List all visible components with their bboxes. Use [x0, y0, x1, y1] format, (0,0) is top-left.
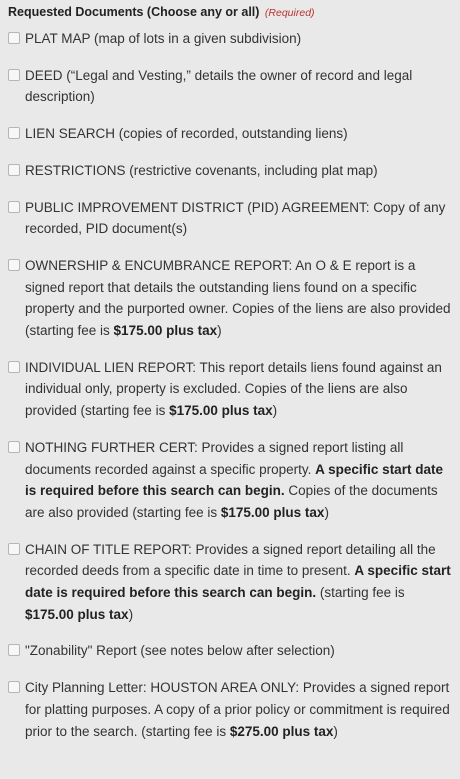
option-label-text: "Zonability" Report (see notes below after selection)	[25, 643, 335, 659]
option-label-text: )	[272, 403, 278, 419]
option-label-text: PUBLIC IMPROVEMENT DISTRICT (PID) AGREEMENT: Copy of any recorded, PID document(s)	[25, 199, 446, 237]
option-label-emphasis: $175.00 plus tax	[25, 606, 129, 622]
option-chain-of-title[interactable]	[8, 539, 452, 626]
checkbox-nothing-further[interactable]	[8, 441, 20, 453]
option-label-emphasis: $175.00 plus tax	[169, 403, 273, 419]
option-label-emphasis: A specific start date is required before this search can begin.	[25, 461, 443, 499]
option-label-text: )	[333, 723, 338, 739]
option-restrictions[interactable]	[8, 160, 452, 182]
option-label-plat-map[interactable]	[25, 28, 301, 50]
option-city-planning[interactable]	[8, 677, 452, 742]
option-label-text: DEED (“Legal and Vesting,” details the owner of record and legal description)	[25, 67, 413, 105]
option-label-emphasis: A specific start date is required before this search can begin.	[25, 563, 451, 601]
required-indicator: (Required)	[264, 7, 315, 19]
option-label-individual-lien[interactable]	[25, 357, 452, 422]
option-label-zonability[interactable]	[25, 640, 335, 662]
option-label-text: )	[217, 323, 222, 339]
checkbox-lien-search[interactable]	[8, 127, 20, 139]
option-lien-search[interactable]	[8, 123, 452, 145]
option-nothing-further[interactable]	[8, 437, 452, 524]
option-deed[interactable]	[8, 65, 452, 108]
option-label-restrictions[interactable]	[25, 160, 378, 182]
option-label-text: City Planning Letter: HOUSTON AREA ONLY: Provides a signed report for platting purposes. A copy of a prior policy or commitment is required prior to the search. (starting fee is	[25, 680, 450, 739]
checkbox-pid-agreement[interactable]	[8, 201, 20, 213]
fieldset-legend	[8, 4, 452, 21]
option-label-text: INDIVIDUAL LIEN REPORT: This report details liens found against an individual only, property is excluded. Copies of the liens are also provided (starting fee is	[25, 359, 442, 419]
option-label-nothing-further[interactable]	[25, 437, 452, 524]
checkbox-chain-of-title[interactable]	[8, 543, 20, 555]
option-label-text: OWNERSHIP & ENCUMBRANCE REPORT: An O & E report is a signed report that details the outstanding liens found on a specific property and the purported owner. Copies of the liens are also provided (starting fee is	[25, 257, 451, 339]
checkbox-restrictions[interactable]	[8, 164, 20, 176]
checkbox-oe-report[interactable]	[8, 259, 20, 271]
option-label-text: CHAIN OF TITLE REPORT: Provides a signed report detailing all the recorded deeds from a specific date in time to present.	[25, 541, 436, 579]
option-oe-report[interactable]	[8, 255, 452, 342]
option-label-emphasis: $175.00 plus tax	[220, 504, 325, 520]
option-label-text: Copies of the documents are also provided (starting fee is	[25, 483, 438, 520]
option-label-text: (starting fee is	[316, 585, 405, 601]
option-label-text: LIEN SEARCH (copies of recorded, outstanding liens)	[25, 126, 348, 142]
option-label-oe-report[interactable]	[25, 255, 452, 342]
checkbox-individual-lien[interactable]	[8, 361, 20, 373]
option-label-text: )	[128, 606, 134, 622]
option-label-text: PLAT MAP (map of lots in a given subdivision)	[25, 31, 302, 46]
legend-label: Requested Documents (Choose any or all)	[8, 5, 260, 19]
checkbox-zonability[interactable]	[8, 644, 20, 656]
option-label-text: )	[324, 504, 329, 520]
option-zonability[interactable]	[8, 640, 452, 662]
option-label-deed[interactable]	[25, 65, 452, 108]
option-individual-lien[interactable]	[8, 357, 452, 422]
option-label-lien-search[interactable]	[25, 123, 348, 145]
option-label-emphasis: $275.00 plus tax	[229, 723, 334, 739]
option-plat-map[interactable]	[8, 28, 452, 50]
option-label-emphasis: $175.00 plus tax	[113, 323, 218, 339]
option-pid-agreement[interactable]	[8, 197, 452, 240]
option-label-chain-of-title[interactable]	[25, 539, 452, 626]
checkbox-options-list	[8, 28, 452, 742]
option-label-text: RESTRICTIONS (restrictive covenants, including plat map)	[25, 162, 378, 178]
checkbox-plat-map[interactable]	[8, 32, 20, 44]
option-label-pid-agreement[interactable]	[25, 197, 452, 240]
option-label-city-planning[interactable]	[25, 677, 452, 742]
checkbox-deed[interactable]	[8, 69, 20, 81]
option-label-text: NOTHING FURTHER CERT: Provides a signed report listing all documents recorded against a specific property.	[25, 439, 404, 477]
checkbox-city-planning[interactable]	[8, 681, 20, 693]
